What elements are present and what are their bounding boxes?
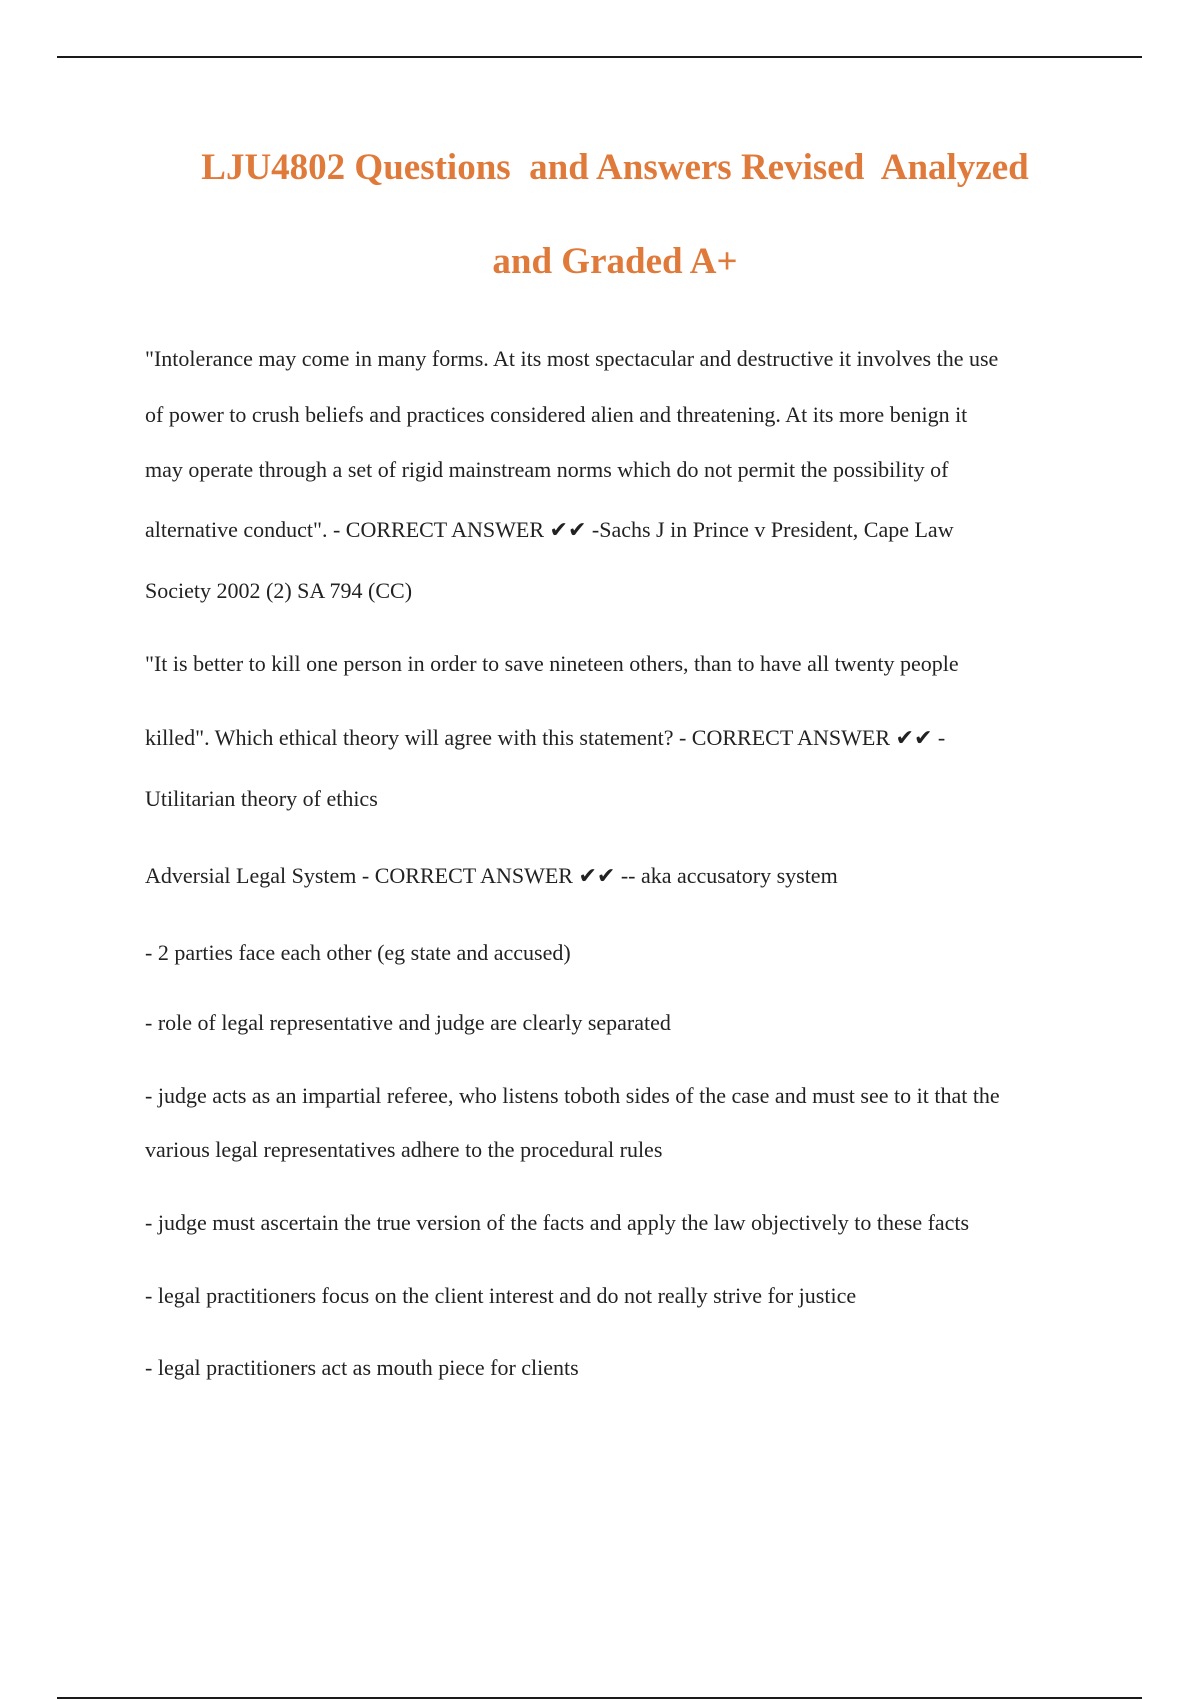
quote-1-line-5: Society 2002 (2) SA 794 (CC) xyxy=(145,578,413,603)
bullet-referee-line-2: various legal representatives adhere to the procedural rules xyxy=(145,1137,663,1162)
quote-1-line-4: alternative conduct". - CORRECT ANSWER ✔✔ -Sachs J in Prince v President, Cape Law xyxy=(145,517,954,542)
bullet-mouth-piece: - legal practitioners act as mouth piece for clients xyxy=(145,1355,579,1380)
document-title-line-2: and Graded A+ xyxy=(492,241,738,282)
quote-1-line-1: "Intolerance may come in many forms. At its most spectacular and destructive it involves the use xyxy=(145,346,999,371)
bullet-referee-line-1: - judge acts as an impartial referee, who listens toboth sides of the case and must see to it that the xyxy=(145,1083,1000,1108)
quote-1-line-2: of power to crush beliefs and practices considered alien and threatening. At its more benign it xyxy=(145,402,968,427)
quote-2-line-2: killed". Which ethical theory will agree with this statement? - CORRECT ANSWER ✔✔ - xyxy=(145,725,946,750)
bullet-parties: - 2 parties face each other (eg state and accused) xyxy=(145,940,571,965)
quote-1-line-3: may operate through a set of rigid mainstream norms which do not permit the possibility of xyxy=(145,457,949,482)
adversarial-heading-line: Adversial Legal System - CORRECT ANSWER ✔✔ -- aka accusatory system xyxy=(145,863,838,888)
document-title-line-1: LJU4802 Questions and Answers Revised Analyzed xyxy=(201,147,1029,188)
bullet-facts: - judge must ascertain the true version of the facts and apply the law objectively to these facts xyxy=(145,1210,970,1235)
quote-2-line-3: Utilitarian theory of ethics xyxy=(145,786,378,811)
bullet-client-interest: - legal practitioners focus on the client interest and do not really strive for justice xyxy=(145,1283,857,1308)
footer-rule xyxy=(57,1697,1142,1699)
bullet-roles: - role of legal representative and judge are clearly separated xyxy=(145,1010,671,1035)
quote-2-line-1: "It is better to kill one person in order to save nineteen others, than to have all twenty people xyxy=(145,651,959,676)
header-rule xyxy=(57,56,1142,58)
